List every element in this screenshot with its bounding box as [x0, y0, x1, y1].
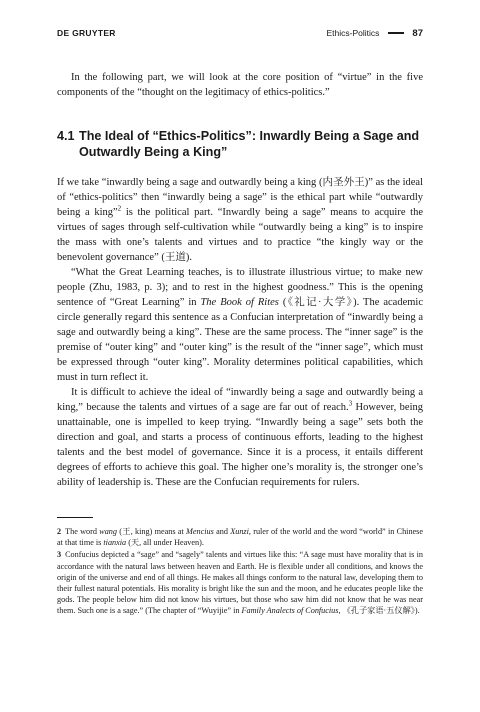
- footnote-3-number: 3: [57, 550, 62, 560]
- footnote-2-italic: Xunzi: [230, 527, 249, 536]
- book-title: The Book of Rites: [200, 297, 279, 308]
- footnote-ref-3[interactable]: 3: [348, 399, 353, 408]
- section-heading-title: The Ideal of “Ethics-Politics”: Inwardly Being a Sage and Outwardly Being a King”: [79, 129, 420, 159]
- header-right: [327, 28, 423, 39]
- footnote-2: [57, 526, 423, 548]
- paragraph-1: [57, 175, 423, 265]
- footnote-2-italic: Mencius: [186, 527, 214, 536]
- running-header: [57, 26, 423, 40]
- footnote-2-italic: wang: [99, 527, 117, 536]
- paragraph-3-text-b: However, being unattainable, one is impelled to keep trying. “Inwardly being a sage” sets both the direction and goal, and starts a process of continuous efforts, leading to the highest talents and the best model of governance. Since it is a process, it entails different degrees of efforts to achieve this goal. The higher one’s morality is, the stronger one’s ability of leadership is. These are the Confucian requirements for rulers.: [57, 402, 423, 488]
- intro-paragraph: In the following part, we will look at the core position of “virtue” in the five components of the “thought on the legitimacy of ethics-politics.”: [57, 72, 423, 98]
- paragraph-1-text-b: is the political part. “Inwardly being a sage” means to acquire the virtues of sages through self-cultivation while “outwardly being a king” is to inspire the mass with one’s talents and virtues and to practice “the kingly way or the benevolent governance” (王道).: [57, 207, 423, 263]
- footnote-ref-2[interactable]: 2: [117, 204, 122, 213]
- footnote-3-italic: Family Analects of Confucius: [241, 606, 339, 616]
- footnote-2-text: (王, king) means at: [117, 527, 187, 536]
- paragraph-3: [57, 385, 423, 490]
- paragraph-2-text-b: (《礼记·大学》). The academic circle generally regard this sentence as a Confucian interpretation of “inwardly being a sage and outwardly being a king”. These are the same process. The “inner sage” is the premise of “outer king” and “outer king” is the result of the “inner sage”, which must be expressed through “outer king”. Morality determines political capabilities, which must in turn reflect it.: [57, 297, 423, 383]
- paragraph-2: [57, 265, 423, 385]
- footnote-divider: [57, 517, 93, 518]
- footnote-2-text: (天, all under Heaven).: [126, 538, 204, 548]
- paragraph-1-text-a: If we take “inwardly being a sage and outwardly being a king (内圣外王)” as the ideal of “ethics-politics” then “inwardly being a sage” is the ethical part while “outwardly being a king”: [57, 177, 423, 218]
- footnote-3-text: Confucius depicted a “sage” and “sagely” talents and virtues like this: “A sage must have morality that is in accordance with the natural laws between heaven and Earth. He is flexible under all conditions, and knows the origin of the universe and end of all things. He makes all things conform to the natural law, developing them to their fullest natural potentials. His morality is bright like the sun and the moon, and he educates people like the gods. The people below him did not know his virtues, but those who saw him did not know that he was near them. Such one is a sage.” (The chapter of “Wuyijie” in: [57, 550, 423, 616]
- header-rule: [388, 32, 404, 34]
- footnote-2-text: The word: [65, 527, 100, 536]
- main-text: [57, 175, 423, 490]
- footnote-3: [57, 549, 423, 616]
- running-section-title: Ethics-Politics: [326, 28, 380, 38]
- page-number: 87: [412, 27, 423, 39]
- footnote-2-text: and: [213, 527, 231, 536]
- paragraph-3-text-a: It is difficult to achieve the ideal of “inwardly being a sage and outwardly being a king,” because the talents and virtues of a sage are far out of reach.: [57, 387, 423, 413]
- footnote-2-italic: tianxia: [103, 538, 127, 548]
- section-heading: [57, 128, 423, 160]
- footnote-2-text: , ruler of the world and the word “world” in Chinese at that time is: [57, 527, 424, 548]
- footnote-3-text: , 《孔子家语·五仪解》).: [338, 606, 420, 616]
- footnotes: [57, 526, 423, 618]
- intro-block: [57, 70, 423, 100]
- paragraph-2-text-a: “What the Great Learning teaches, is to illustrate illustrious virtue; to make new people (Zhu, 1983, p. 3); and to rest in the highest goodness.” This is the opening sentence of “Great Learning” in: [57, 267, 423, 308]
- publisher-name: DE GRUYTER: [57, 28, 116, 38]
- section-number: 4.1: [57, 129, 75, 143]
- footnote-2-number: 2: [57, 527, 62, 536]
